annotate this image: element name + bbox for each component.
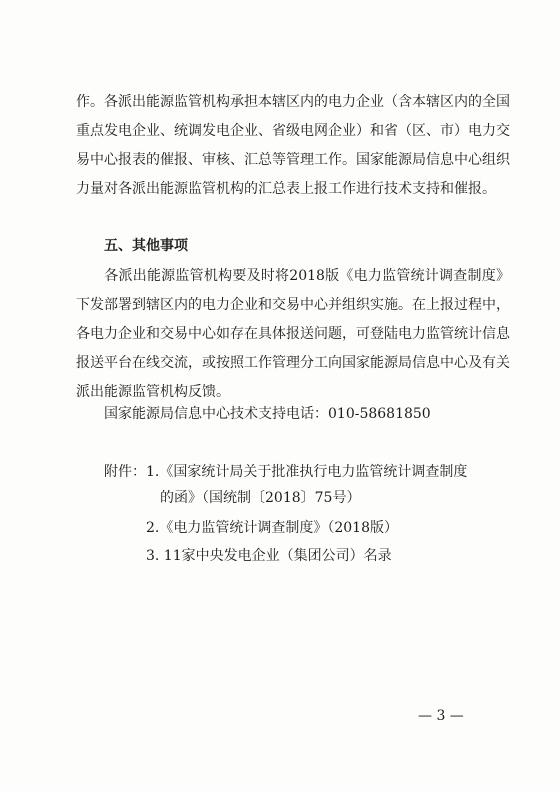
paragraph-2-text: 各派出能源监管机构要及时将2018版《电力监管统计调查制度》下发部署到辖区内的电力企业和交易中心并组织实施。在上报过程中，各电力企业和交易中心如存在具体报送问题，可登陆电力监管统计信息报送平台在线交流，或按照工作管理分工向国家能源局信息中心及有关派出能源监管机构反馈。 bbox=[76, 268, 510, 400]
body-paragraph-2 bbox=[76, 262, 510, 407]
page-number: — 3 — bbox=[418, 708, 464, 724]
attachment-item-3: 3. 11家中央发电企业（集团公司）名录 bbox=[146, 548, 392, 564]
attachment-item-2: 2.《电力监管统计调查制度》（2018版） bbox=[146, 520, 398, 536]
contact-line: 国家能源局信息中心技术支持电话：010-58681850 bbox=[104, 406, 431, 422]
section-heading: 五、其他事项 bbox=[104, 238, 188, 254]
attachment-item-1-line-2: 的函》（国统制〔2018〕75号） bbox=[160, 490, 361, 506]
paragraph-1-text: 作。各派出能源监管机构承担本辖区内的电力企业（含本辖区内的全国重点发电企业、统调发电企业、省级电网企业）和省（区、市）电力交易中心报表的催报、审核、汇总等管理工作。国家能源局信息中心组织力量对各派出能源监管机构的汇总表上报工作进行技术支持和催报。 bbox=[76, 94, 510, 197]
attachments-label: 附件： bbox=[104, 464, 146, 480]
attachment-item-1-line-1: 1.《国家统计局关于批准执行电力监管统计调查制度 bbox=[146, 464, 468, 480]
body-paragraph-1 bbox=[76, 88, 510, 204]
